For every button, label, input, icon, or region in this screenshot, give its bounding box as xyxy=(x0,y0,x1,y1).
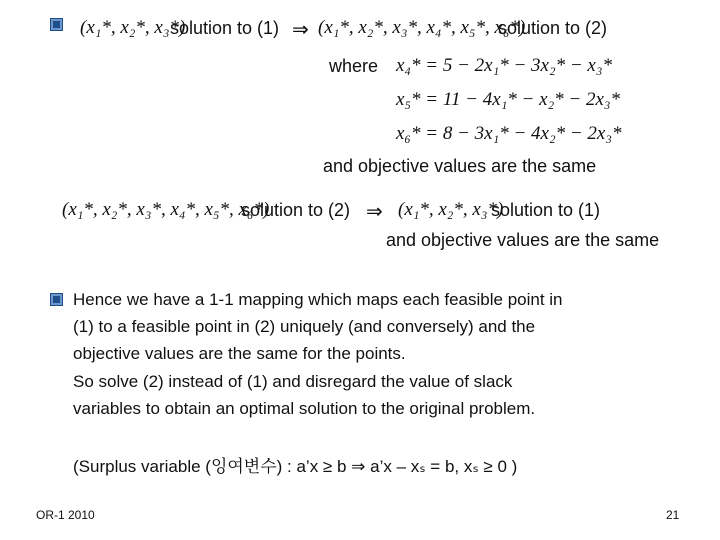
hence-line-5: variables to obtain an optimal solution to the original problem. xyxy=(73,399,536,418)
line1-right-text: solution to (2) xyxy=(498,18,608,38)
where-label: where xyxy=(329,56,379,76)
line1-right-math: (x₁*, x₂*, x₃*, x₄*, x₅*, x₆*) xyxy=(318,17,526,38)
hence-bullet xyxy=(50,291,69,309)
hence-line-2: (1) to a feasible point in (2) uniquely (and conversely) and the xyxy=(73,317,536,336)
line1 xyxy=(50,16,69,42)
bullet-icon xyxy=(50,18,63,31)
implies-arrow-icon: ⇒ xyxy=(292,19,309,41)
page-number: 21 xyxy=(666,508,680,522)
line2-left-math: (x₁*, x₂*, x₃*, x₄*, x₅*, x₆*) xyxy=(62,199,270,220)
equation-x4: x₄* = 5 − 2x₁* − 3x₂* − x₃* xyxy=(396,55,612,76)
objective-note-2: and objective values are the same xyxy=(386,230,660,250)
line2-left-text: solution to (2) xyxy=(241,200,351,220)
line2-right-math: (x₁*, x₂*, x₃*) xyxy=(398,199,504,220)
equation-x6: x₆* = 8 − 3x₁* − 4x₂* − 2x₃* xyxy=(396,123,622,144)
hence-line-1: Hence we have a 1-1 mapping which maps each feasible point in xyxy=(73,290,563,309)
hence-line-3: objective values are the same for the points. xyxy=(73,344,406,363)
footer-label: OR-1 2010 xyxy=(36,508,95,522)
line2-right-text: solution to (1) xyxy=(491,200,601,220)
objective-note-1: and objective values are the same xyxy=(323,156,597,176)
hence-line-4: So solve (2) instead of (1) and disregard the value of slack xyxy=(73,372,513,391)
bullet-icon xyxy=(50,293,63,306)
equation-x5: x₅* = 11 − 4x₁* − x₂* − 2x₃* xyxy=(396,89,621,110)
implies-arrow-icon-2: ⇒ xyxy=(366,201,383,223)
line1-left-text: solution to (1) xyxy=(170,18,280,38)
line1-left-math: (x₁*, x₂*, x₃*) xyxy=(80,17,186,38)
surplus-variable-note: (Surplus variable (잉여변수) : a’x ≥ b ⇒ a’x – xₛ = b, xₛ ≥ 0 ) xyxy=(73,457,518,476)
